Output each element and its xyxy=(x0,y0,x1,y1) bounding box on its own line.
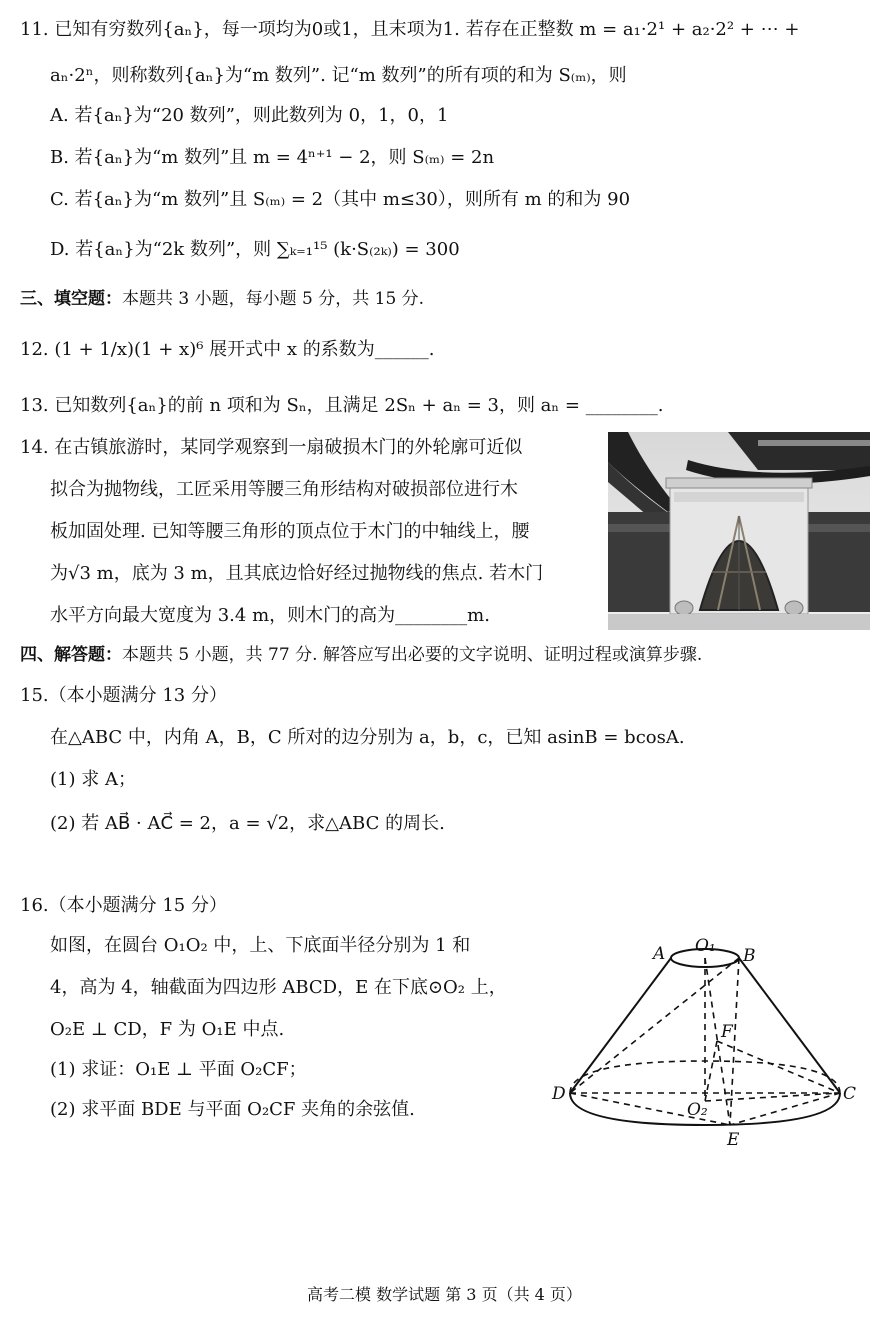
q11-option-c: C. 若{aₙ}为“m 数列”且 S₍ₘ₎ = 2（其中 m≤30），则所有 m 的和为 90 xyxy=(50,189,631,210)
frustum-figure xyxy=(545,935,865,1155)
label-b: B xyxy=(743,946,756,966)
q15-part-1: (1) 求 A； xyxy=(50,769,136,790)
q11-line-2: aₙ·2ⁿ，则称数列{aₙ}为“m 数列”. 记“m 数列”的所有项的和为 S₍ₘ₎，则 xyxy=(50,65,627,86)
label-e: E xyxy=(727,1130,740,1150)
q11-option-b: B. 若{aₙ}为“m 数列”且 m = 4ⁿ⁺¹ − 2，则 S₍ₘ₎ = 2n xyxy=(50,147,495,168)
q13-text: 13. 已知数列{aₙ}的前 n 项和为 Sₙ，且满足 2Sₙ + aₙ = 3，则 aₙ = ________. xyxy=(20,395,664,416)
q14-line-5: 水平方向最大宽度为 3.4 m，则木门的高为________m. xyxy=(50,605,490,626)
label-c: C xyxy=(843,1084,857,1104)
q14-line-1: 14. 在古镇旅游时，某同学观察到一扇破损木门的外轮廓可近似 xyxy=(20,437,523,458)
q16-line-1: 如图，在圆台 O₁O₂ 中，上、下底面半径分别为 1 和 xyxy=(50,935,471,956)
section-3-heading xyxy=(20,290,424,309)
q11-option-d: D. 若{aₙ}为“2k 数列”，则 ∑ₖ₌₁¹⁵ (k·S₍₂ₖ₎) = 300 xyxy=(50,239,460,260)
section-4-heading xyxy=(20,646,702,665)
q14-line-4: 为√3 m，底为 3 m，且其底边恰好经过抛物线的焦点. 若木门 xyxy=(50,563,544,584)
q15-heading: 15.（本小题满分 13 分） xyxy=(20,685,227,706)
section-3-instructions: 本题共 3 小题，每小题 5 分，共 15 分. xyxy=(122,289,425,309)
label-f: F xyxy=(721,1022,733,1042)
q15-part-2: (2) 若 AB⃗ · AC⃗ = 2，a = √2，求△ABC 的周长. xyxy=(50,813,445,834)
q16-heading: 16.（本小题满分 15 分） xyxy=(20,895,227,916)
label-a: A xyxy=(653,944,666,964)
section-4-title: 四、解答题： xyxy=(20,645,122,665)
q14-line-2: 拟合为抛物线，工匠采用等腰三角形结构对破损部位进行木 xyxy=(50,479,518,500)
page-footer: 高考二模 数学试题 第 3 页（共 4 页） xyxy=(307,1285,582,1304)
q16-line-2: 4，高为 4，轴截面为四边形 ABCD，E 在下底⊙O₂ 上， xyxy=(50,977,507,998)
gate-photo xyxy=(608,432,870,630)
q16-line-3: O₂E ⊥ CD，F 为 O₁E 中点. xyxy=(50,1019,285,1040)
q11-option-a: A. 若{aₙ}为“20 数列”，则此数列为 0，1，0，1 xyxy=(50,105,449,126)
q14-line-3: 板加固处理. 已知等腰三角形的顶点位于木门的中轴线上，腰 xyxy=(50,521,530,542)
label-o2: O₂ xyxy=(687,1100,708,1120)
label-o1: O₁ xyxy=(695,936,716,956)
q12-text: 12. (1 + 1/x)(1 + x)⁶ 展开式中 x 的系数为______. xyxy=(20,339,435,360)
q15-line-1: 在△ABC 中，内角 A，B，C 所对的边分别为 a，b，c，已知 asinB = bcosA. xyxy=(50,727,685,748)
section-4-instructions: 本题共 5 小题，共 77 分. 解答应写出必要的文字说明、证明过程或演算步骤. xyxy=(122,645,703,665)
q11-line-1: 11. 已知有穷数列{aₙ}，每一项均为0或1，且末项为1. 若存在正整数 m = a₁·2¹ + a₂·2² + ⋯ + xyxy=(20,19,800,40)
q16-part-1: (1) 求证：O₁E ⊥ 平面 O₂CF； xyxy=(50,1059,307,1080)
q16-part-2: (2) 求平面 BDE 与平面 O₂CF 夹角的余弦值. xyxy=(50,1099,415,1120)
label-d: D xyxy=(552,1084,566,1104)
section-3-title: 三、填空题： xyxy=(20,289,122,309)
